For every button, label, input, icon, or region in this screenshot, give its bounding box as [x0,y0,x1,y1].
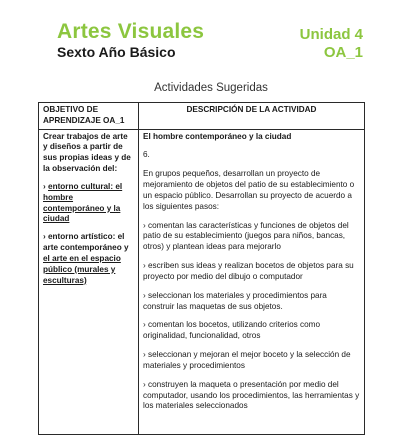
table-header-row [39,103,365,130]
objective-intro: Crear trabajos de arte y diseños a partir de sus propias ideas y de la observación del: [43,131,131,174]
activity-number: 6. [143,150,150,160]
activity-step: › comentan las características y funciones de objetos del patio de su establecimiento (juegos para niños, bancas, otros) y plantean ideas para mejorarlo [143,220,349,252]
objective-cell [39,129,139,434]
subject-title: Artes Visuales [57,20,205,43]
activity-step: › seleccionan y mejoran el mejor boceto y la selección de materiales y procedimientos [143,350,351,370]
activity-step: › comentan los bocetos, utilizando criterios como originalidad, funcionalidad, otros [143,320,321,341]
table-row [39,129,365,434]
objective-item-artistic [43,232,134,286]
objective-item-cultural [43,182,134,225]
activity-step: › escriben sus ideas y realizan bocetos de objetos para su proyecto por medio del dibujo o computador [143,261,354,281]
unit-label: Unidad 4 [299,26,363,43]
activity-step: › seleccionan los materiales y procedimientos para construir las maquetas de sus objetos. [143,290,327,311]
grade-subtitle: Sexto Año Básico [57,44,176,60]
activity-paragraph: En grupos pequeños, desarrollan un proyecto de mejoramiento de objetos del patio de su establecimiento o un espacio público. Desarrollan su proyecto de acuerdo a los siguientes pasos: [143,169,355,211]
description-cell [139,129,365,434]
description-column-header: DESCRIPCIÓN DE LA ACTIVIDAD [139,103,365,130]
activity-step: › construyen la maqueta o presentación por medio del computador, usando los procedimientos, las herramientas y los materiales seleccionados [143,379,360,411]
activity-title: El hombre contemporáneo y la ciudad [143,131,292,141]
activities-table [38,102,365,435]
objective-item-cultural-bullet: › [43,181,49,191]
objective-item-artistic-prefix: › entorno artístico: el arte contemporáneo y [43,232,129,253]
objective-item-artistic-text: el arte en el espacio público (murales y esculturas) [43,253,121,285]
objective-item-cultural-text: entorno cultural: el hombre contemporáneo y la ciudad [43,181,123,224]
section-heading: Actividades Sugeridas [154,82,268,94]
objective-column-header: OBJETIVO DE APRENDIZAJE OA_1 [39,103,139,130]
objective-code-label: OA_1 [323,44,363,61]
